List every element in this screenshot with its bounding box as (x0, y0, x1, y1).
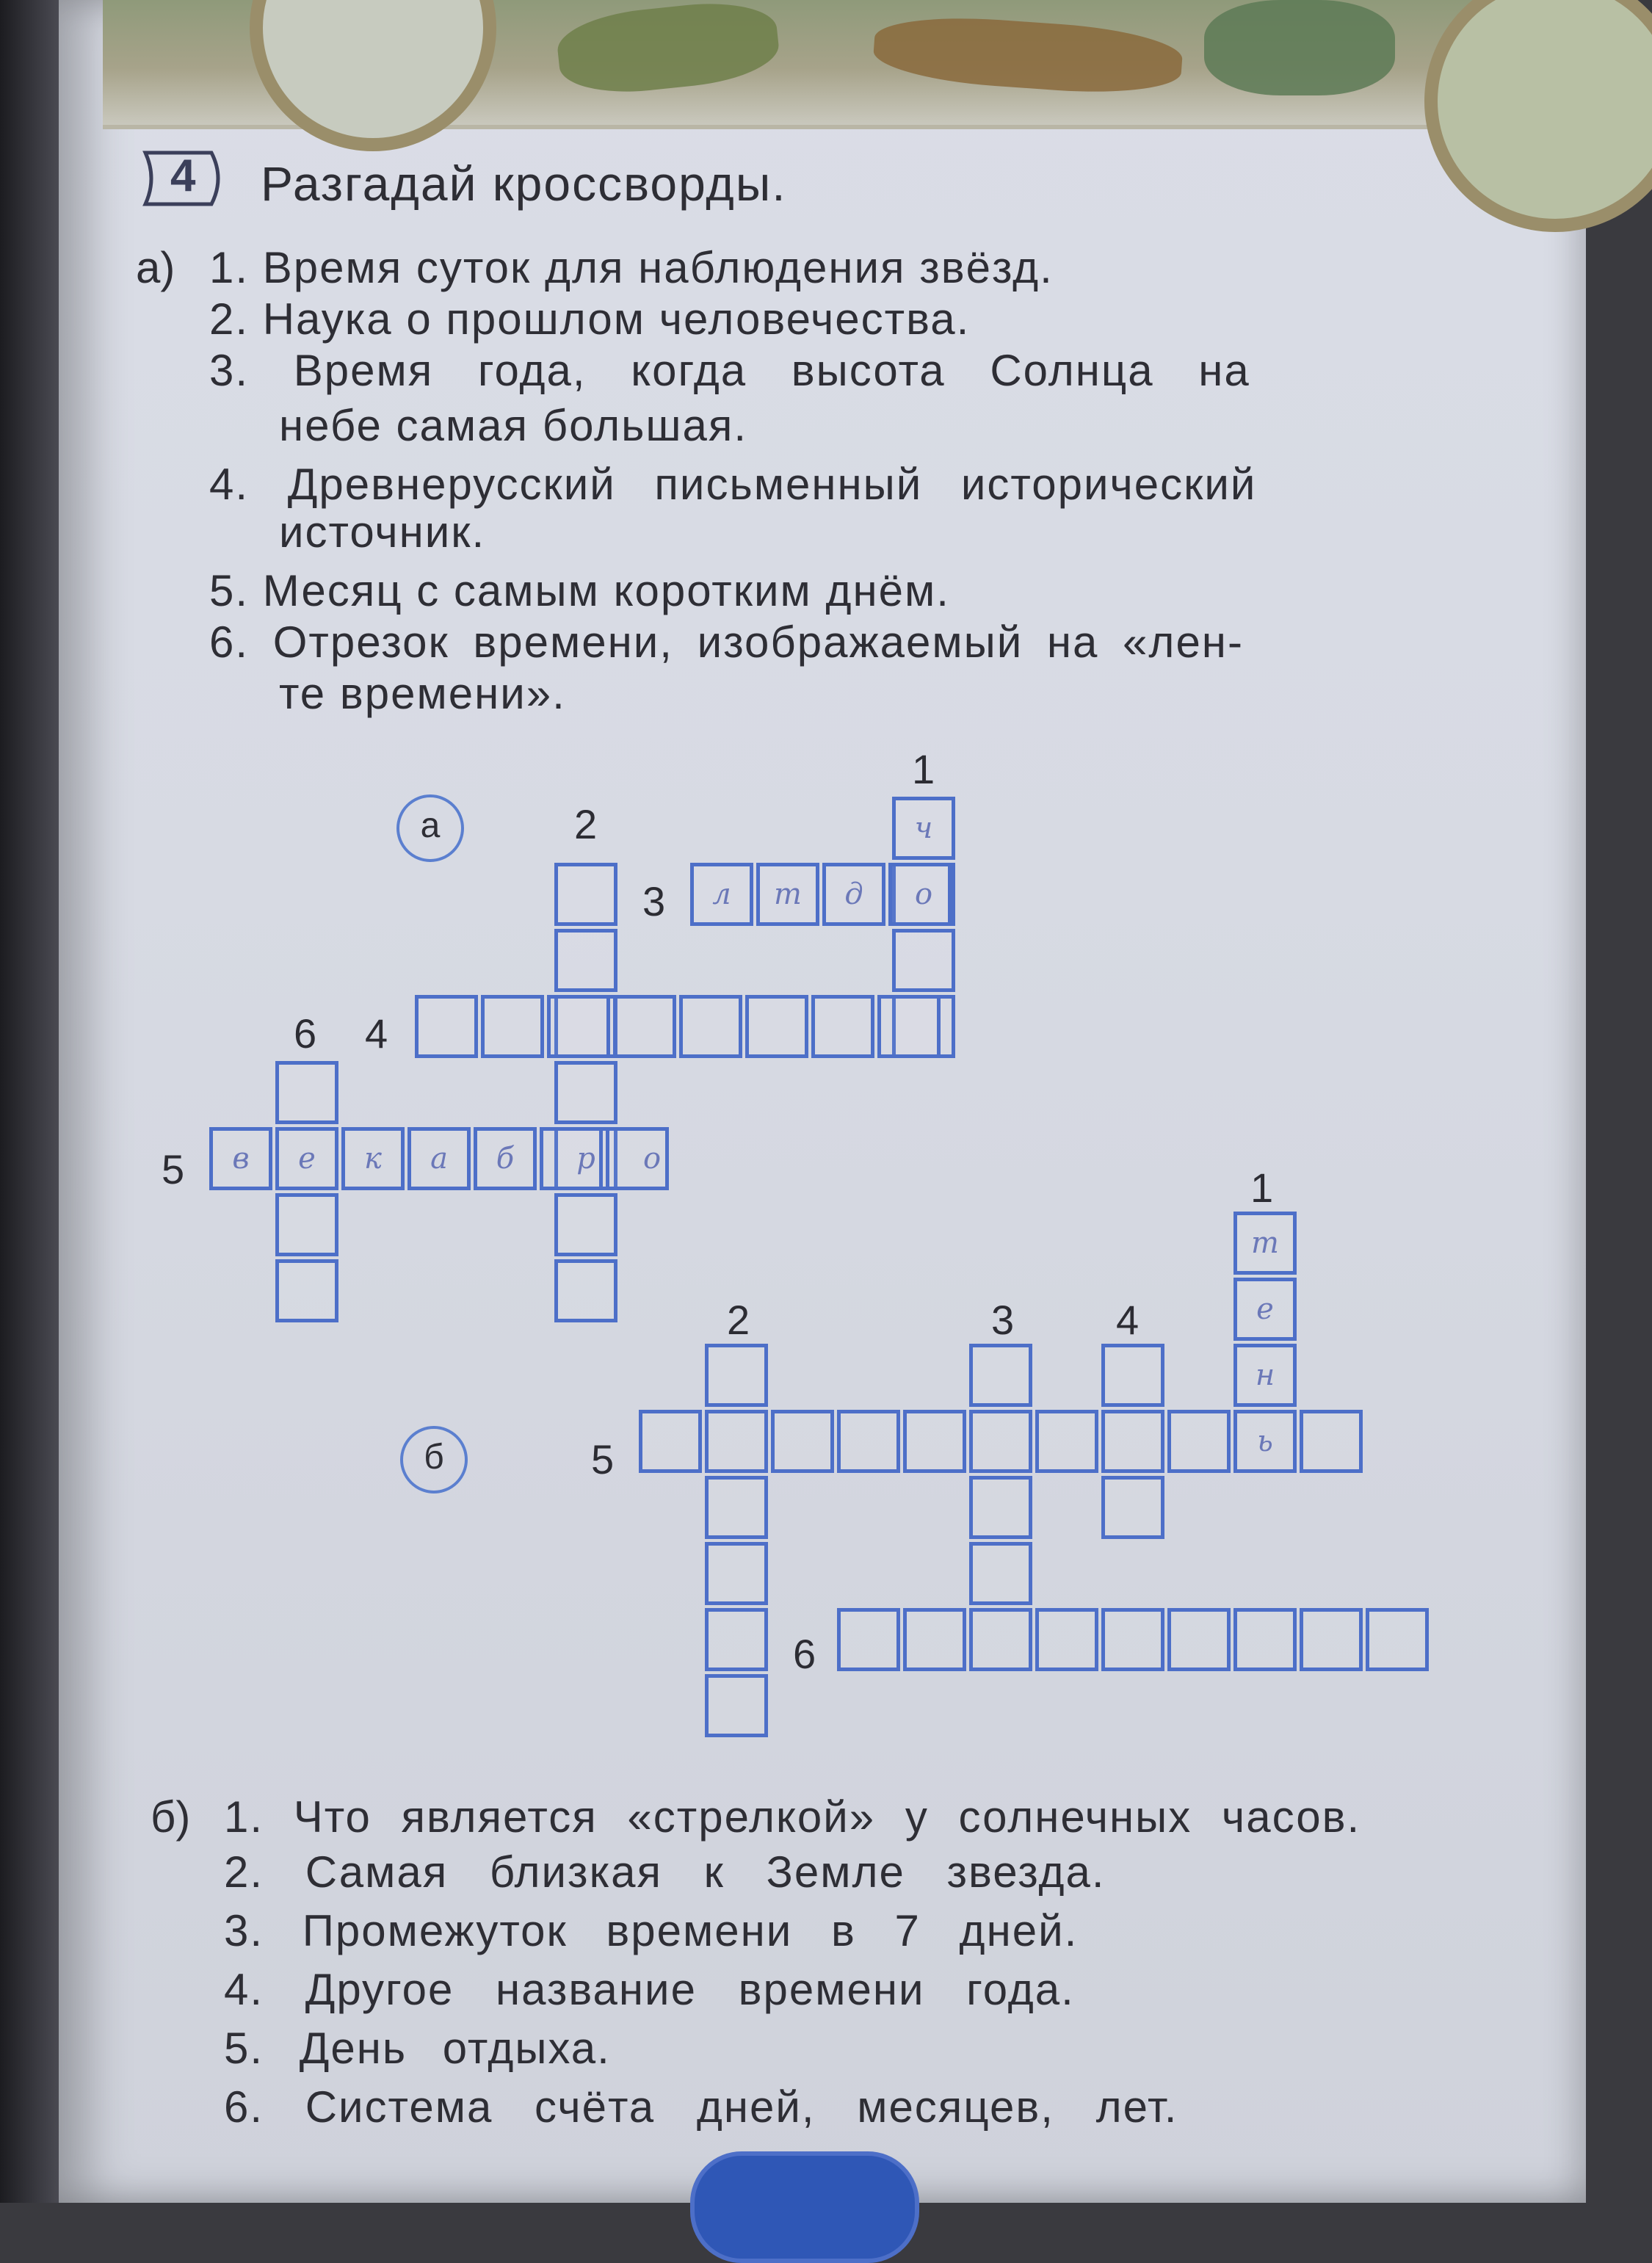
crossword-a-number-2: 2 (574, 801, 598, 847)
handwritten-letter: т (1251, 1226, 1279, 1260)
crossword-cell[interactable] (554, 863, 617, 926)
crossword-cell[interactable] (481, 995, 544, 1058)
handwritten-letter: о (642, 1142, 662, 1176)
clue-a-4-cont: источник. (279, 507, 486, 557)
handwritten-letter: б (496, 1142, 515, 1176)
crossword-cell[interactable] (1167, 1410, 1231, 1473)
crossword-b-number-4: 4 (1116, 1297, 1140, 1343)
handwritten-letter: е (1256, 1292, 1274, 1326)
crossword-b-number-2: 2 (727, 1297, 750, 1343)
clue-a-6: 6. Отрезок времени, изображаемый на «лен- (209, 618, 1244, 667)
crossword-cell[interactable] (1233, 1608, 1297, 1671)
crossword-cell[interactable] (1366, 1608, 1429, 1671)
crossword-cell[interactable] (554, 1193, 617, 1256)
crossword-cell[interactable] (969, 1344, 1032, 1407)
clue-a-6-cont: те времени». (279, 669, 566, 718)
part-b-letter: б) (151, 1792, 191, 1842)
crossword-cell[interactable] (705, 1476, 768, 1539)
clue-b-5: 5. День отдыха. (224, 2024, 611, 2073)
clue-b-1: 1. Что является «стрелкой» у солнечных часов. (224, 1792, 1361, 1842)
map-illustration-shape (554, 0, 782, 99)
handwritten-letter: л (712, 877, 731, 911)
crossword-cell[interactable] (415, 995, 478, 1058)
crossword-cell[interactable] (705, 1608, 768, 1671)
crossword-cell[interactable] (837, 1608, 900, 1671)
crossword-cell[interactable] (969, 1542, 1032, 1605)
crossword-cell[interactable] (554, 1061, 617, 1124)
crossword-cell[interactable] (771, 1410, 834, 1473)
page-number-tab (690, 2151, 919, 2263)
crossword-cell[interactable] (969, 1476, 1032, 1539)
crossword-cell[interactable] (1167, 1608, 1231, 1671)
task-number: 4 (170, 151, 196, 201)
clue-a-4: 4. Древнерусский письменный исторический (209, 460, 1257, 509)
crossword-cell[interactable] (547, 995, 610, 1058)
crossword-a-number-4: 4 (365, 1010, 388, 1057)
crossword-cell[interactable] (705, 1410, 768, 1473)
clue-b-4: 4. Другое название времени года. (224, 1965, 1075, 2014)
clue-b-2: 2. Самая близкая к Земле звезда. (224, 1847, 1106, 1897)
part-a-letter: а) (136, 243, 175, 292)
clue-b-6: 6. Система счёта дней, месяцев, лет. (224, 2082, 1178, 2132)
crossword-cell[interactable] (811, 995, 874, 1058)
handwritten-letter: ь (1257, 1424, 1273, 1458)
crossword-b-number-1: 1 (1250, 1165, 1274, 1211)
crossword-b-number-5: 5 (591, 1436, 615, 1482)
crossword-a-label: а (396, 794, 464, 862)
crossword-cell[interactable] (275, 1193, 338, 1256)
crossword-cell[interactable] (275, 1061, 338, 1124)
compass-illustration (250, 0, 496, 151)
book-binding-shadow (0, 0, 59, 2203)
crossword-cell[interactable] (705, 1542, 768, 1605)
crossword-cell[interactable] (892, 929, 955, 992)
crossword-cell[interactable] (1101, 1608, 1164, 1671)
crossword-cell[interactable] (705, 1674, 768, 1737)
handwritten-letter: н (1255, 1358, 1275, 1392)
crossword-cell[interactable] (1035, 1410, 1098, 1473)
map-illustration-shape (872, 11, 1184, 98)
crossword-cell[interactable] (639, 1410, 702, 1473)
crossword-cell[interactable] (903, 1410, 966, 1473)
crossword-cell[interactable] (903, 1608, 966, 1671)
clue-a-2: 2. Наука о прошлом человечества. (209, 294, 971, 344)
map-illustration-shape (1204, 0, 1395, 95)
crossword-cell[interactable] (969, 1410, 1032, 1473)
crossword-b-label: б (400, 1426, 468, 1493)
clue-a-5: 5. Месяц с самым коротким днём. (209, 566, 950, 615)
clue-b-3: 3. Промежуток времени в 7 дней. (224, 1906, 1079, 1955)
map-illustration (103, 0, 1579, 129)
handwritten-letter: о (914, 877, 933, 911)
crossword-cell[interactable] (745, 995, 808, 1058)
crossword-cell[interactable] (1101, 1344, 1164, 1407)
clue-a-1: 1. Время суток для наблюдения звёзд. (209, 243, 1054, 292)
handwritten-letter: е (298, 1142, 316, 1176)
crossword-cell[interactable] (554, 1259, 617, 1322)
crossword-cell[interactable] (1035, 1608, 1098, 1671)
crossword-cell[interactable] (837, 1410, 900, 1473)
clue-a-3: 3. Время года, когда высота Солнца на (209, 346, 1250, 395)
handwritten-letter: т (774, 877, 802, 911)
handwritten-letter: ч (914, 811, 933, 845)
crossword-cell[interactable] (554, 929, 617, 992)
handwritten-letter: а (430, 1142, 448, 1176)
crossword-a-number-3: 3 (642, 878, 666, 924)
handwritten-letter: д (844, 877, 863, 911)
crossword-a-number-1: 1 (912, 746, 935, 792)
task-heading: Разгадай кроссворды. (261, 156, 787, 211)
crossword-cell[interactable] (969, 1608, 1032, 1671)
crossword-cell[interactable] (1101, 1410, 1164, 1473)
crossword-cell[interactable] (1300, 1410, 1363, 1473)
crossword-cell[interactable] (877, 995, 941, 1058)
crossword-cell[interactable] (705, 1344, 768, 1407)
crossword-cell[interactable] (613, 995, 676, 1058)
handwritten-letter: р (576, 1142, 595, 1176)
crossword-cell[interactable] (1300, 1608, 1363, 1671)
clue-a-3-cont: небе самая большая. (279, 401, 748, 450)
crossword-cell[interactable] (275, 1259, 338, 1322)
crossword-cell[interactable] (679, 995, 742, 1058)
handwritten-letter: в (232, 1142, 250, 1176)
crossword-b-number-3: 3 (991, 1297, 1015, 1343)
crossword-a-number-6: 6 (294, 1010, 317, 1057)
crossword-a-number-5: 5 (162, 1146, 185, 1192)
crossword-cell[interactable] (1101, 1476, 1164, 1539)
handwritten-letter: к (364, 1142, 382, 1176)
crossword-b-number-6: 6 (793, 1631, 816, 1677)
